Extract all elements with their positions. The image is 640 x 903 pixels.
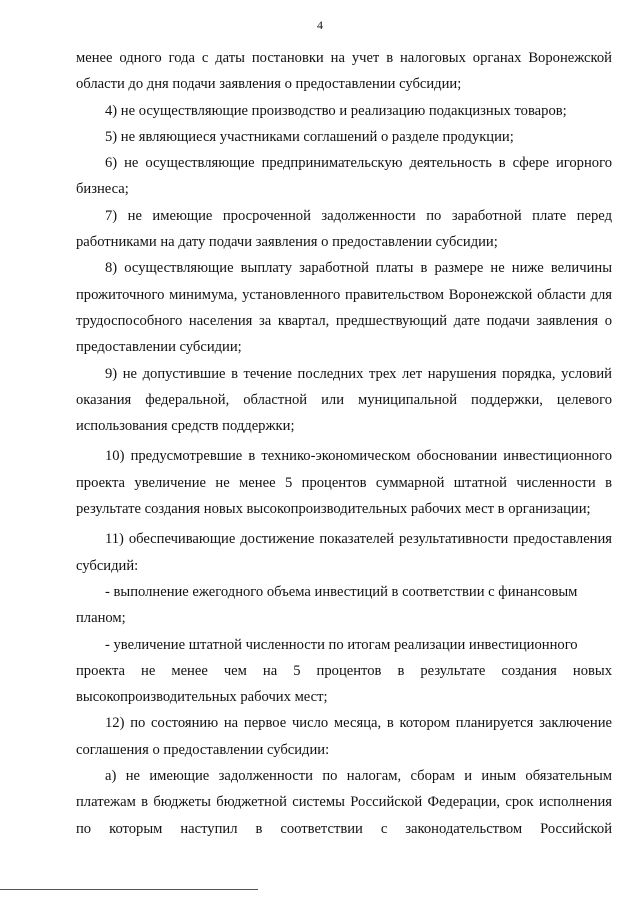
dash-line-first: - увеличение штатной численности по итогам реализации инвестиционного: [105, 636, 578, 653]
paragraph-item-4: 4) не осуществляющие производство и реализацию подакцизных товаров;: [105, 102, 567, 119]
paragraph-item-7: 7) не имеющие просроченной задолженности по заработной плате перед работниками на дату подачи заявления о предоставлении субсидии;: [76, 207, 612, 251]
paragraph-dash-staff: [76, 632, 612, 711]
dash-line-rest: планом;: [76, 610, 126, 627]
footer-rule: [0, 889, 258, 890]
paragraph-item-5: 5) не являющиеся участниками соглашений о разделе продукции;: [105, 128, 514, 145]
paragraph-item-a: а) не имеющие задолженности по налогам, сборам и иным обязательным платежам в бюджеты бюджетной системы Российской Федерации, срок исполнения по которым наступил в соответствии с законодательством Российской: [76, 768, 612, 837]
paragraph-dash-investment: [76, 579, 612, 632]
paragraph-item-8: 8) осуществляющие выплату заработной платы в размере не ниже величины прожиточного минимума, установленного правительством Воронежской области для трудоспособного населения за квартал, предшествующий дате подачи заявления о предоставлении субсидии;: [76, 260, 612, 356]
dash-line-first: - выполнение ежегодного объема инвестиций в соответствии с финансовым: [105, 583, 578, 600]
dash-line-rest: проекта не менее чем на 5 процентов в результате создания новых высокопроизводительных рабочих мест;: [76, 662, 612, 706]
paragraph-item-9: 9) не допустившие в течение последних трех лет нарушения порядка, условий оказания федеральной, областной или муниципальной поддержки, целевого использования средств поддержки;: [76, 365, 612, 435]
page-number: 4: [317, 18, 323, 32]
paragraph-item-10: 10) предусмотревшие в технико-экономическом обосновании инвестиционного проекта увеличение не менее 5 процентов суммарной штатной численности в результате создания новых высокопроизводительных рабочих мест в организации;: [76, 448, 612, 518]
paragraph-item-6: 6) не осуществляющие предпринимательскую деятельность в сфере игорного бизнеса;: [76, 155, 612, 198]
paragraph-item-11: 11) обеспечивающие достижение показателей результативности предоставления субсидий:: [76, 531, 612, 574]
document-body: [76, 45, 612, 842]
paragraph-continuation: менее одного года с даты постановки на учет в налоговых органах Воронежской области до дня подачи заявления о предоставлении субсидии;: [76, 50, 612, 93]
paragraph-item-12: 12) по состоянию на первое число месяца, в котором планируется заключение соглашения о предоставлении субсидии:: [76, 715, 612, 758]
